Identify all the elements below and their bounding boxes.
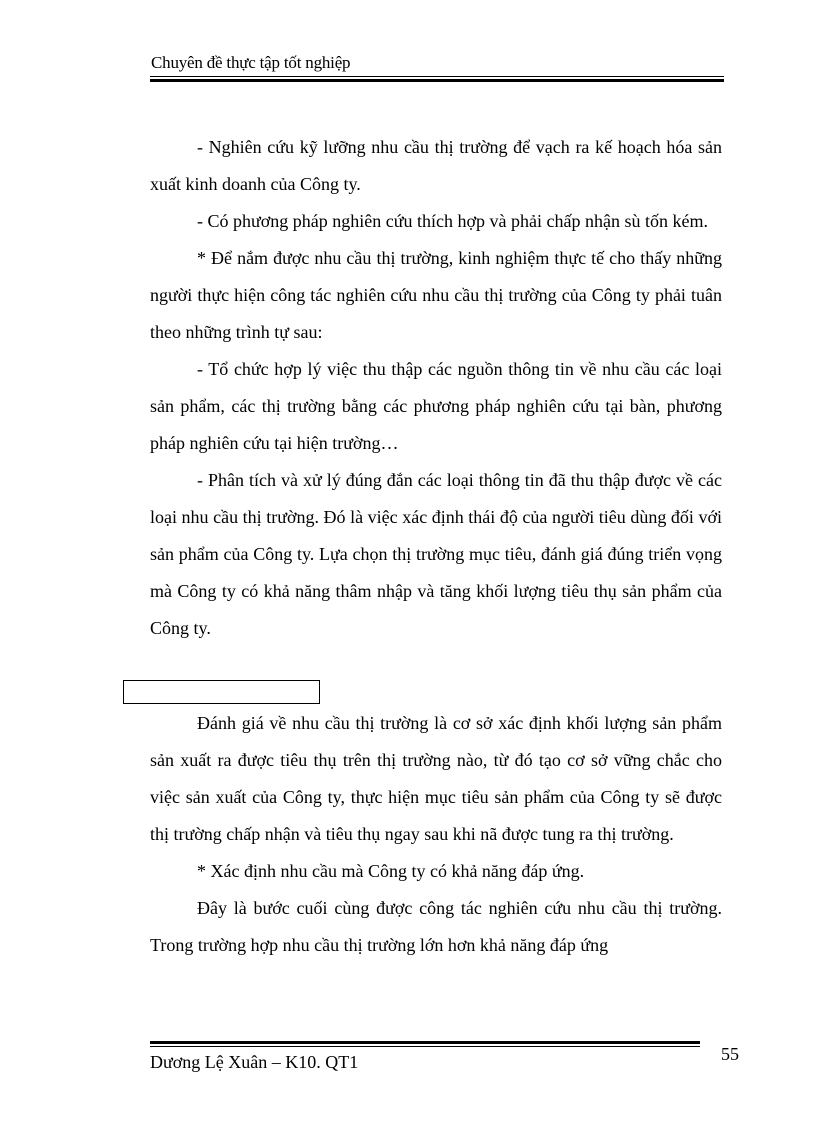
paragraph: * Xác định nhu cầu mà Công ty có khả năng đáp ứng. [197,861,585,881]
footer-author: Dương Lệ Xuân – K10. QT1 [150,1052,359,1072]
paragraph: - Phân tích và xử lý đúng đắn các loại thông tin đã thu thập được về các loại nhu cầu thị trường. Đó là việc xác định thái độ của người tiêu dùng đối với sản phẩm của Công ty. Lựa chọn thị trường mục tiêu, đánh giá đúng triển vọng mà Công ty có khả năng thâm nhập và tăng khối lượng tiêu thụ sản phẩm của Công ty. [150,470,722,638]
page-number: 55 [721,1044,739,1064]
footer-rule [150,1046,700,1047]
paragraph: - Có phương pháp nghiên cứu thích hợp và phải chấp nhận sù tốn kém. [197,211,708,231]
footer-rule-thick [150,1041,700,1044]
page-header-title: Chuyên đề thực tập tốt nghiệp [151,53,351,72]
paragraph: - Nghiên cứu kỹ lưỡng nhu cầu thị trường để vạch ra kế hoạch hóa sản xuất kinh doanh của Công ty. [150,137,722,194]
paragraph: * Để nắm được nhu cầu thị trường, kinh nghiệm thực tế cho thấy những người thực hiện công tác nghiên cứu nhu cầu thị trường của Công ty phải tuân theo những trình tự sau: [150,248,722,342]
header-rule-thick [150,79,724,82]
paragraph: Đánh giá về nhu cầu thị trường là cơ sở xác định khối lượng sản phẩm sản xuất ra được tiêu thụ trên thị trường nào, từ đó tạo cơ sở vững chắc cho việc sản xuất của Công ty, thực hiện mục tiêu sản phẩm của Công ty sẽ được thị trường chấp nhận và tiêu thụ ngay sau khi nã được tung ra thị trường. [150,713,722,844]
paragraph: Đây là bước cuối cùng được công tác nghiên cứu nhu cầu thị trường. Trong trường hợp nhu cầu thị trường lớn hơn khả năng đáp ứng [150,898,722,955]
empty-text-box [123,680,320,704]
header-rule [150,76,724,77]
paragraph: - Tổ chức hợp lý việc thu thập các nguồn thông tin về nhu cầu các loại sản phẩm, các thị trường bằng các phương pháp nghiên cứu tại bàn, phương pháp nghiên cứu tại hiện trường… [150,359,722,453]
body-text-block-2 [150,705,722,964]
body-text-block-1 [150,129,722,647]
